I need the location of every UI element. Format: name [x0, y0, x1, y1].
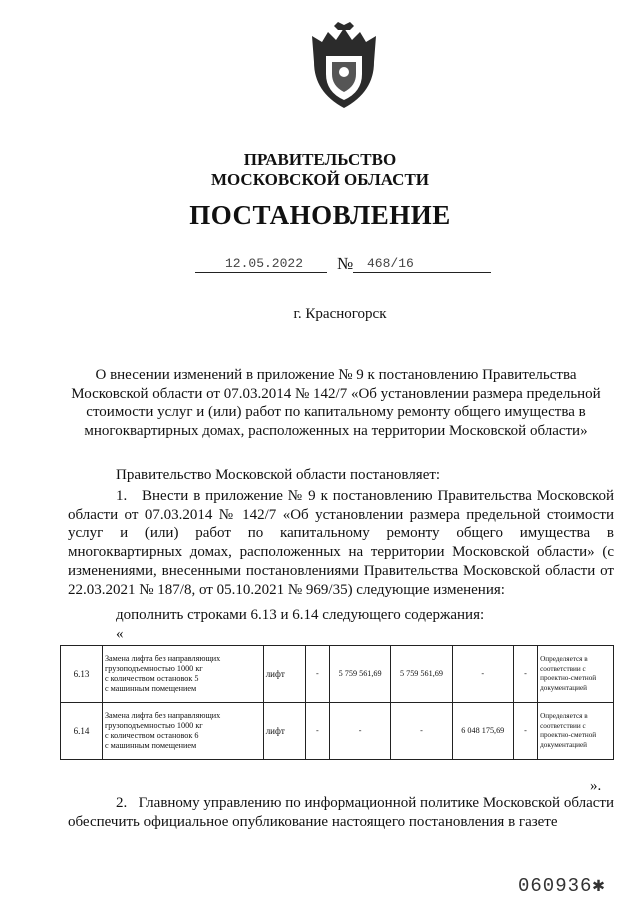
note-line: Определяется в	[540, 655, 588, 663]
value-cell: -	[305, 703, 329, 760]
value-cell: -	[329, 703, 390, 760]
work-name-line: с количеством остановок 5	[104, 674, 199, 683]
quote-close: ».	[590, 778, 602, 794]
coat-of-arms-icon	[302, 22, 386, 112]
note-cell	[538, 646, 614, 703]
organization-name-line2: МОСКОВСКОЙ ОБЛАСТИ	[210, 170, 430, 189]
intro-paragraph: Правительство Московской области постановляет:	[116, 467, 441, 483]
number-sign: №	[337, 254, 354, 273]
note-line: соответствии с	[540, 721, 586, 730]
quote-open: «	[116, 626, 124, 642]
row-number: 6.14	[61, 703, 103, 760]
value-cell: 5 759 561,69	[329, 646, 390, 703]
serial-number: 060936	[518, 875, 593, 897]
item-1-subparagraph: дополнить строками 6.13 и 6.14 следующего содержания:	[116, 607, 485, 623]
note-line: Определяется в	[540, 712, 588, 720]
note-line: соответствии с	[540, 664, 586, 673]
value-cell: -	[391, 703, 452, 760]
document-type-heading: ПОСТАНОВЛЕНИЕ	[189, 200, 451, 230]
amendment-table	[60, 645, 614, 760]
organization-name-line1: ПРАВИТЕЛЬСТВО	[243, 150, 397, 169]
item-1-paragraph: 1. Внести в приложение № 9 к постановлению Правительства Московской области от 07.03.2014 № 142/7 «Об установлении размера предельной стоимости услуг и (или) работ по капитальному ремонту общего имущества в многоквартирных домах, расположенных на территории Московской области» (с изменениями, внесенными постановлениями Правительства Московской области от 22.03.2021 № 187/8, от 05.10.2021 № 969/35) следующие изменения:	[68, 488, 614, 598]
work-name	[102, 703, 263, 760]
value-cell: 5 759 561,69	[391, 646, 452, 703]
work-name-line: Замена лифта без направляющих	[104, 711, 221, 720]
work-name-line: грузоподъемностью 1000 кг	[104, 721, 203, 730]
note-line: проектно-сметной	[540, 731, 597, 739]
work-name-line: грузоподъемностью 1000 кг	[104, 664, 203, 673]
value-cell: -	[513, 703, 537, 760]
work-name-line: Замена лифта без направляющих	[104, 654, 221, 663]
note-line: проектно-сметной	[540, 674, 597, 682]
number-underline	[353, 272, 491, 273]
table-row	[61, 646, 614, 703]
date-underline	[195, 272, 327, 273]
item-2-paragraph: 2. Главному управлению по информационной политике Московской области обеспечить официальное опубликование настоящего постановления в газете	[68, 795, 614, 830]
decree-date: 12.05.2022	[225, 256, 304, 271]
work-name-line: с машинным помещением	[104, 684, 197, 693]
decree-number: 468/16	[367, 256, 414, 271]
table-row	[61, 703, 614, 760]
row-number: 6.13	[61, 646, 103, 703]
value-cell: -	[452, 646, 513, 703]
note-line: документацией	[540, 683, 587, 692]
work-name-line: с машинным помещением	[104, 741, 197, 750]
unit-cell: лифт	[263, 646, 305, 703]
work-name	[102, 646, 263, 703]
star-icon: ✱	[592, 875, 606, 898]
date-number-line	[195, 256, 495, 276]
city-line: г. Красногорск	[293, 306, 387, 322]
note-cell	[538, 703, 614, 760]
note-line: документацией	[540, 740, 587, 749]
work-name-line: с количеством остановок 6	[104, 731, 199, 740]
document-serial-stamp	[518, 872, 605, 898]
unit-cell: лифт	[263, 703, 305, 760]
value-cell: 6 048 175,69	[452, 703, 513, 760]
decree-title: О внесении изменений в приложение № 9 к постановлению Правительства Московской области от 07.03.2014 № 142/7 «Об установлении размера предельной стоимости услуг и (или) работ по капитальному ремонту общего имущества в многоквартирных домах, расположенных на территории Московской области»	[71, 367, 601, 439]
value-cell: -	[305, 646, 329, 703]
value-cell: -	[513, 646, 537, 703]
